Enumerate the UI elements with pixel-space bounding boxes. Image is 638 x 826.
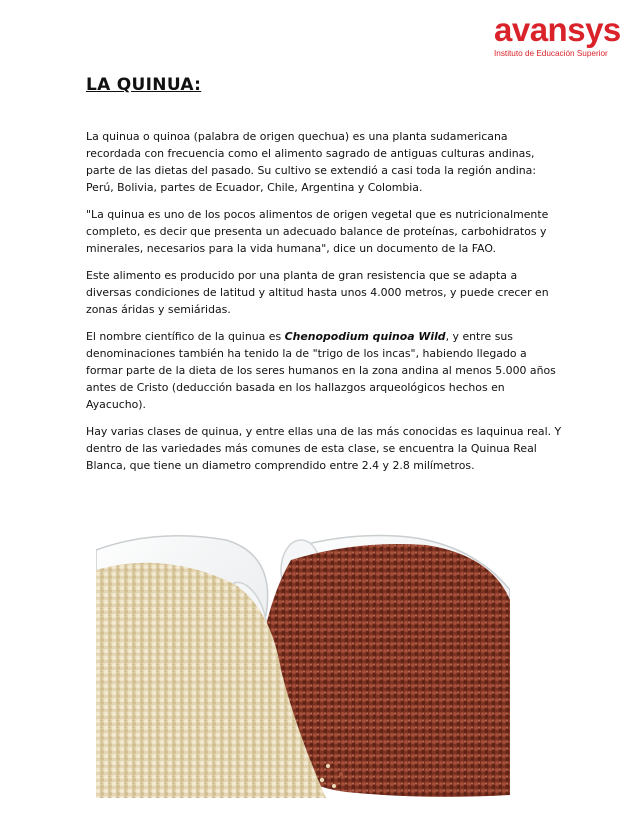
logo-wordmark: avansys — [494, 11, 621, 48]
paragraph-varieties: Hay varias clases de quinua, y entre ellas una de las más conocidas es laquinua real. Y dentro de las variedades más comunes de esta clase, se encuentra la Quinua Real Blanca, que tiene un diametro comprendido entre 2.4 y 2.8 milímetros. — [86, 425, 562, 472]
document-body — [86, 128, 562, 484]
paragraph-fao-quote: "La quinua es uno de los pocos alimentos de origen vegetal que es nutricionalmente completo, es decir que presenta un adecuado balance de proteínas, carbohidratos y minerales, necesarios para la vida humana", dice un documento de la FAO. — [86, 208, 549, 255]
paragraph-scientific-name — [86, 328, 562, 413]
paragraph-resistance: Este alimento es producido por una planta de gran resistencia que se adapta a diversas condiciones de latitud y altitud hasta unos 4.000 metros, y puede crecer en zonas áridas y semiáridas. — [86, 269, 549, 316]
quinoa-photo — [96, 530, 510, 800]
logo-tagline: Instituto de Educación Superior — [494, 49, 608, 58]
scientific-text-after: , y entre sus denominaciones también ha tenido la de "trigo de los incas", habiendo llegado a formar parte de la dieta de los seres humanos en la zona andina al menos 5.000 años antes de Cristo (deducción basada en los hallazgos arqueológicos hechos en Ayacucho). — [86, 330, 556, 411]
scientific-name: Chenopodium quinoa Wild — [284, 330, 446, 343]
paragraph-intro: La quinua o quinoa (palabra de origen quechua) es una planta sudamericana recordada con frecuencia como el alimento sagrado de antiguas culturas andinas, parte de las dietas del pasado. Su cultivo se extendió a casi toda la región andina: Perú, Bolivia, partes de Ecuador, Chile, Argentina y Colombia. — [86, 130, 537, 194]
scientific-text-before: El nombre científico de la quinua es — [86, 330, 285, 343]
page-title: LA QUINUA: — [86, 75, 202, 95]
avansys-logo — [494, 12, 624, 58]
